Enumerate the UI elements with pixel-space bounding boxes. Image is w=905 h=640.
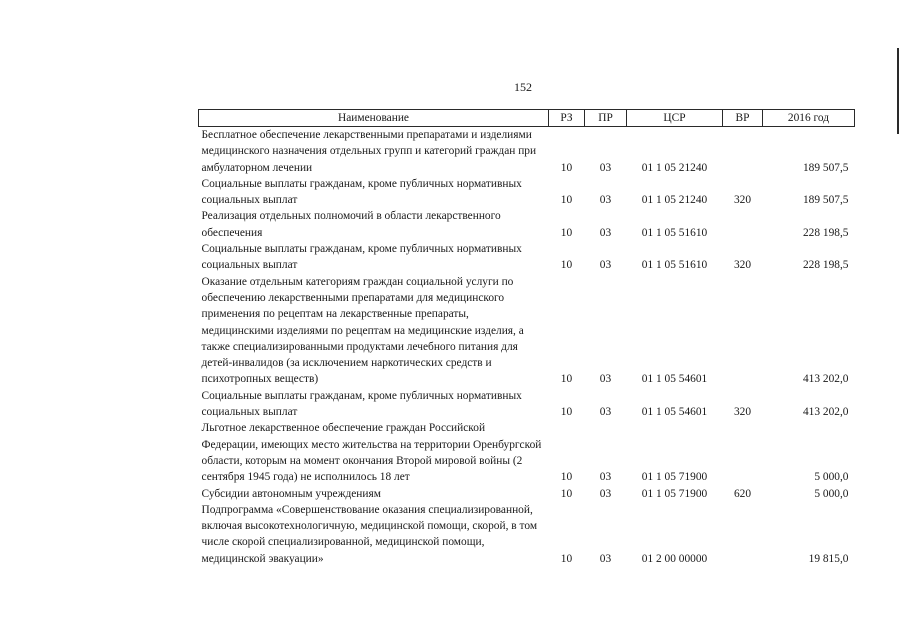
table-row <box>199 274 855 388</box>
page-edge-line <box>897 48 899 134</box>
row-name: Оказание отдельным категориям граждан социальной услуги по обеспечению лекарственными препаратами для медицинского применения по рецептам на лекарственные препараты, медицинскими изделиями по рецептам на медицинские изделия, а также специализированными продуктами лечебного питания для детей-инвалидов (за исключением наркотических средств и психотропных веществ) <box>201 275 524 386</box>
row-sum: 228 198,5 <box>802 259 849 272</box>
header-rz: РЗ <box>549 110 585 127</box>
table-row <box>199 502 855 567</box>
row-vr <box>723 208 763 241</box>
row-rz: 10 <box>560 487 573 500</box>
table-body <box>199 127 855 568</box>
row-name: Подпрограмма «Совершенствование оказания специализированной, включая высокотехнологичную, медицинской помощи, скорой, в том числе скорой специализированной, медицинской помощи, медицинской эвакуации» <box>201 503 538 565</box>
budget-table <box>198 109 855 567</box>
header-year: 2016 год <box>763 110 855 127</box>
row-csr: 01 1 05 54601 <box>641 406 708 419</box>
row-csr: 01 1 05 71900 <box>641 487 708 500</box>
row-sum: 5 000,0 <box>814 471 849 484</box>
table-header <box>199 110 855 127</box>
row-pr: 03 <box>599 373 612 386</box>
row-vr <box>723 420 763 485</box>
row-sum: 189 507,5 <box>802 194 849 207</box>
row-rz: 10 <box>560 226 573 239</box>
row-pr: 03 <box>599 161 612 174</box>
row-name: Социальные выплаты гражданам, кроме публичных нормативных социальных выплат <box>201 389 522 419</box>
row-vr <box>723 274 763 388</box>
row-pr: 03 <box>599 487 612 500</box>
row-csr: 01 1 05 51610 <box>641 226 708 239</box>
header-row <box>199 110 855 127</box>
row-sum: 413 202,0 <box>802 406 849 419</box>
row-sum: 189 507,5 <box>802 161 849 174</box>
row-rz: 10 <box>560 194 573 207</box>
row-pr: 03 <box>599 471 612 484</box>
table-row <box>199 241 855 274</box>
row-sum: 413 202,0 <box>802 373 849 386</box>
row-csr: 01 1 05 51610 <box>641 259 708 272</box>
row-sum: 19 815,0 <box>808 552 849 565</box>
row-name: Субсидии автономным учреждениям <box>201 487 381 500</box>
row-pr: 03 <box>599 226 612 239</box>
row-vr: 320 <box>733 194 752 207</box>
header-name: Наименование <box>199 110 549 127</box>
table-row <box>199 420 855 485</box>
row-csr: 01 1 05 21240 <box>641 194 708 207</box>
row-name: Реализация отдельных полномочий в области лекарственного обеспечения <box>201 210 501 239</box>
row-sum: 228 198,5 <box>802 226 849 239</box>
row-rz: 10 <box>560 373 573 386</box>
header-pr: ПР <box>585 110 627 127</box>
table-row <box>199 388 855 421</box>
row-vr: 320 <box>733 406 752 419</box>
row-pr: 03 <box>599 194 612 207</box>
table-row <box>199 176 855 209</box>
row-name: Льготное лекарственное обеспечение граждан Российской Федерации, имеющих место жительства на территории Оренбургской области, которым на момент окончания Второй мировой войны (2 сентября 1945 года) не исполнилось 18 лет <box>201 422 542 484</box>
row-name: Социальные выплаты гражданам, кроме публичных нормативных социальных выплат <box>201 177 522 207</box>
row-pr: 03 <box>599 406 612 419</box>
row-csr: 01 2 00 00000 <box>641 552 708 565</box>
row-rz: 10 <box>560 406 573 419</box>
row-sum: 5 000,0 <box>814 487 849 500</box>
row-vr: 620 <box>733 487 752 500</box>
row-rz: 10 <box>560 259 573 272</box>
row-csr: 01 1 05 54601 <box>641 373 708 386</box>
table-row <box>199 486 855 502</box>
row-name: Бесплатное обеспечение лекарственными препаратами и изделиями медицинского назначения отдельных групп и категорий граждан при амбулаторном лечении <box>201 129 537 174</box>
row-name: Социальные выплаты гражданам, кроме публичных нормативных социальных выплат <box>201 243 522 272</box>
row-vr: 320 <box>733 259 752 272</box>
table-row <box>199 208 855 241</box>
row-pr: 03 <box>599 552 612 565</box>
header-csr: ЦСР <box>627 110 723 127</box>
table-row <box>199 127 855 176</box>
header-vr: ВР <box>723 110 763 127</box>
row-rz: 10 <box>560 552 573 565</box>
row-vr <box>723 127 763 176</box>
row-rz: 10 <box>560 471 573 484</box>
row-csr: 01 1 05 71900 <box>641 471 708 484</box>
row-csr: 01 1 05 21240 <box>641 161 708 174</box>
row-rz: 10 <box>560 161 573 174</box>
row-vr <box>723 502 763 567</box>
page-number: 152 <box>514 80 532 94</box>
row-pr: 03 <box>599 259 612 272</box>
